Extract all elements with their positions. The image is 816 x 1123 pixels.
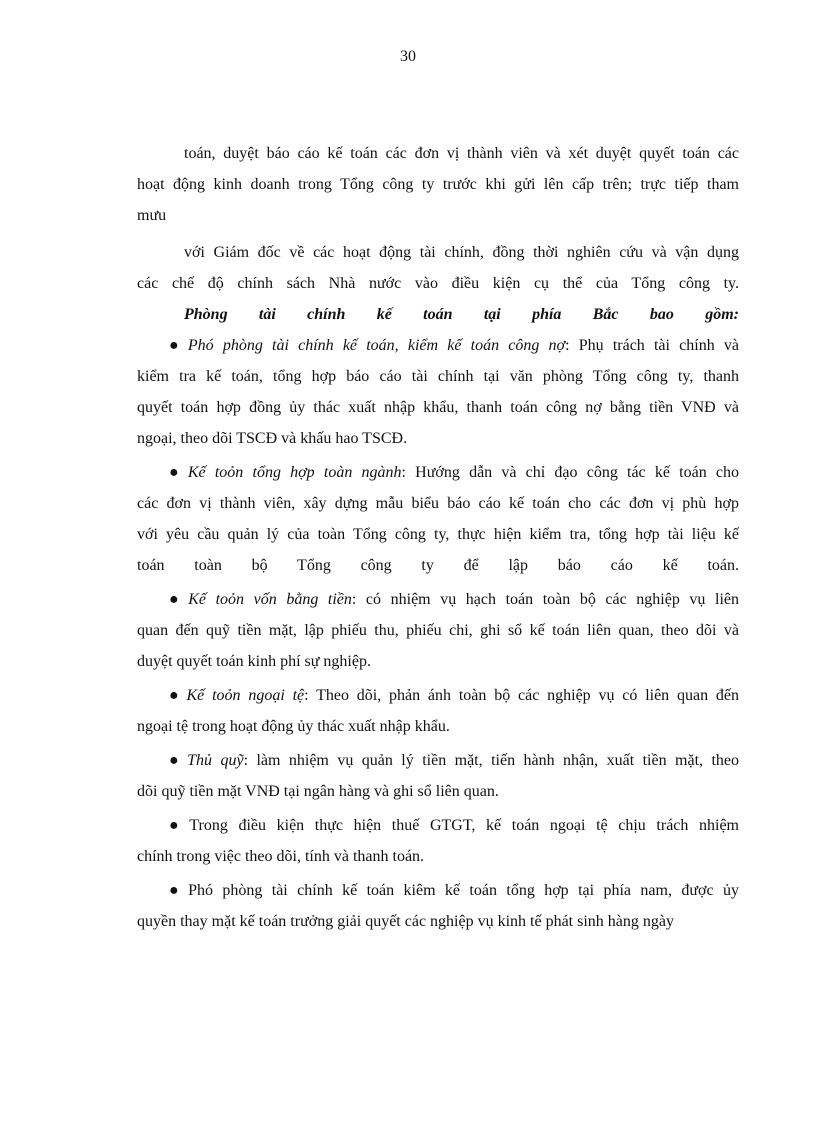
bullet-icon: ● [169,591,185,608]
paragraph-1-line-2: hoạt động kinh doanh trong Tổng công ty trước khi gửi lên cấp trên; trực tiếp tham [137,176,739,193]
bullet-2-line-4: toán toàn bộ Tổng công ty để lập báo cáo kế toán. [137,557,739,574]
bullet-2-line-1 [137,457,739,488]
bullet-6-line-2: chính trong việc theo dõi, tính và thanh toán. [137,848,425,865]
section-heading: Phòng tài chính kế toán tại phía Bắc bao gồm: [184,306,739,323]
bullet-icon: ● [169,752,184,769]
bullet-3-line-2: quan đến quỹ tiền mặt, lập phiếu thu, phiếu chi, ghi sổ kế toán liên quan, theo dõi và [137,622,739,639]
bullet-7-line-1 [137,875,739,906]
bullet-2-text: : Hướng dẫn và chỉ đạo công tác kế toán cho [401,464,739,481]
bullet-4-text: : Theo dõi, phản ánh toàn bộ các nghiệp vụ có liên quan đến [304,687,739,704]
bullet-2-line-2: các đơn vị thành viên, xây dựng mẫu biểu báo cáo kế toán cho các đơn vị phù hợp [137,495,739,512]
bullet-3-line-1 [137,584,739,615]
bullet-7-line-2: quyền thay mặt kế toán trưởng giải quyết các nghiệp vụ kinh tế phát sinh hàng ngày [137,913,674,930]
bullet-1-line-3: quyết toán hợp đồng ủy thác xuất nhập khẩu, thanh toán công nợ bằng tiền VNĐ và [137,399,739,416]
paragraph-2-line-1: với Giám đốc về các hoạt động tài chính, đồng thời nghiên cứu và vận dụng [184,244,739,261]
bullet-6-text: Trong điều kiện thực hiện thuế GTGT, kế toán ngoại tệ chịu trách nhiệm [189,817,739,834]
bullet-2-line-3: với yêu cầu quản lý của toàn Tổng công ty, thực hiện kiểm tra, tổng hợp tài liệu kế [137,526,739,543]
bullet-1-text: : Phụ trách tài chính và [565,337,739,354]
bullet-1-line-2: kiểm tra kế toán, tổng hợp báo cáo tài chính tại văn phòng Tổng công ty, thanh [137,368,739,385]
bullet-3-term: Kế toỏn vốn bằng tiền [188,591,352,608]
paragraph-2-line-2: các chế độ chính sách Nhà nước vào điều kiện cụ thể của Tổng công ty. [137,275,739,292]
bullet-4-line-1 [137,680,739,711]
bullet-icon: ● [169,337,184,354]
bullet-1-line-4: ngoại, theo dõi TSCĐ và khấu hao TSCĐ. [137,430,408,447]
bullet-7-text: Phó phòng tài chính kế toán kiêm kế toán tổng hợp tại phía nam, được ủy [188,882,739,899]
page-number: 30 [400,48,416,65]
bullet-2-term: Kế toỏn tổng hợp toàn ngành [187,464,402,481]
paragraph-1-line-1: toán, duyệt báo cáo kế toán các đơn vị thành viên và xét duyệt quyết toán các [184,145,739,162]
bullet-icon: ● [169,882,185,899]
bullet-5-text: : làm nhiệm vụ quản lý tiền mặt, tiến hành nhận, xuất tiền mặt, theo [243,752,739,769]
page-body [137,138,739,937]
bullet-icon: ● [169,464,184,481]
bullet-icon: ● [169,817,186,834]
paragraph-1-line-3: mưu [137,207,167,224]
bullet-1-line-1 [137,330,739,361]
bullet-5-line-2: dõi quỹ tiền mặt VNĐ tại ngân hàng và ghi sổ liên quan. [137,783,499,800]
bullet-3-line-3: duyệt quyết toán kinh phí sự nghiệp. [137,653,371,670]
bullet-icon: ● [169,687,183,704]
bullet-4-line-2: ngoại tệ trong hoạt động ủy thác xuất nhập khẩu. [137,718,450,735]
bullet-5-term: Thủ quỹ [187,752,244,769]
bullet-6-line-1 [137,810,739,841]
bullet-5-line-1 [137,745,739,776]
bullet-1-term: Phó phòng tài chính kế toán, kiểm kế toán công nợ [187,337,566,354]
bullet-4-term: Kế toỏn ngoại tệ [186,687,305,704]
bullet-3-text: : có nhiệm vụ hạch toán toàn bộ các nghiệp vụ liên [351,591,739,608]
